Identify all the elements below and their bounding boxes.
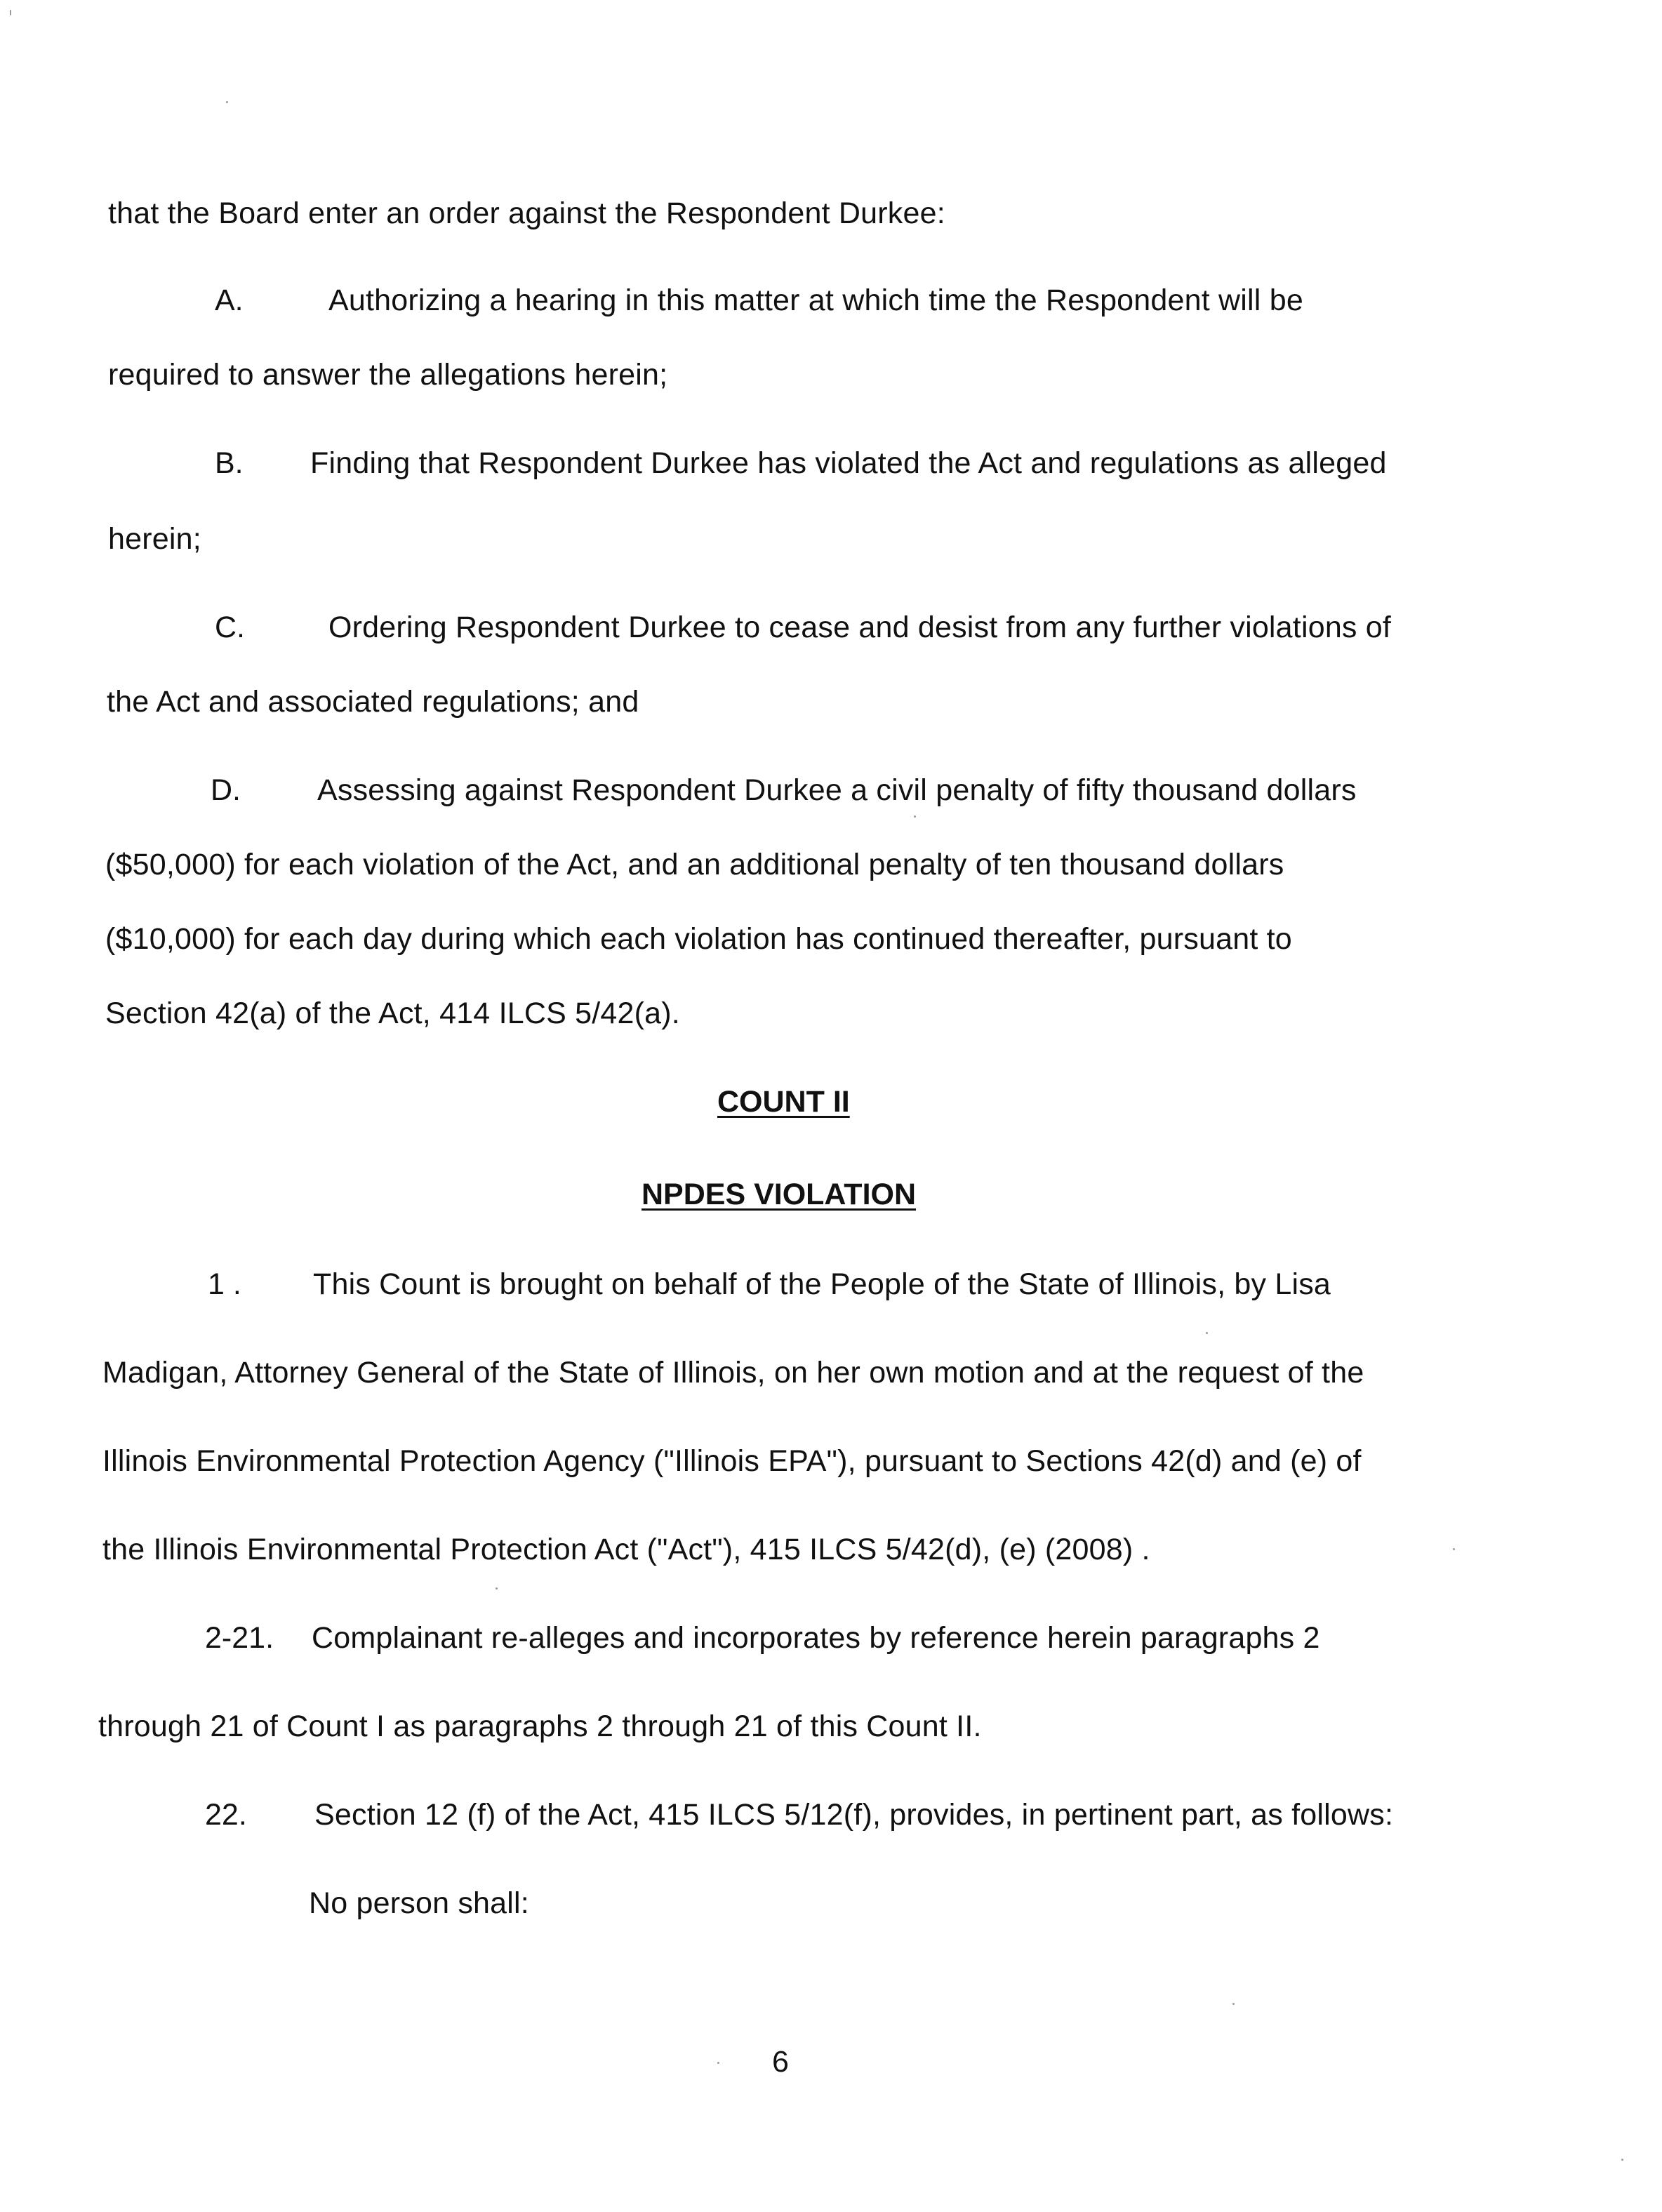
paragraph-1-line4: the Illinois Environmental Protection Act ("Act"), 415 ILCS 5/42(d), (e) (2008) . [102,1533,1150,1566]
item-a-label: A. [215,284,244,317]
paragraph-22-label: 22. [205,1798,247,1832]
paragraph-1-line2: Madigan, Attorney General of the State of Illinois, on her own motion and at the request of the [102,1356,1364,1390]
item-c-label: C. [215,611,245,644]
item-b-line1: Finding that Respondent Durkee has violated the Act and regulations as alleged [310,446,1387,480]
paragraph-1-line1: This Count is brought on behalf of the People of the State of Illinois, by Lisa [313,1267,1331,1301]
item-c-line1: Ordering Respondent Durkee to cease and desist from any further violations of [328,611,1392,644]
scan-speck [10,10,11,15]
paragraph-1-line3: Illinois Environmental Protection Agency ("Illinois EPA"), pursuant to Sections 42(d) and (e) of [102,1444,1362,1478]
scan-speck [1453,1548,1455,1550]
scan-speck [1232,2003,1235,2005]
item-d-line2: ($50,000) for each violation of the Act, and an additional penalty of ten thousand dollars [105,848,1284,881]
paragraph-2-21-line2: through 21 of Count I as paragraphs 2 through 21 of this Count II. [98,1710,982,1743]
item-d-line3: ($10,000) for each day during which each violation has continued thereafter, pursuant to [105,922,1292,956]
paragraph-2-21-label: 2-21. [205,1621,274,1655]
paragraph-22-line1: Section 12 (f) of the Act, 415 ILCS 5/12(f), provides, in pertinent part, as follows: [314,1798,1394,1832]
item-c-line2: the Act and associated regulations; and [107,685,639,719]
scan-speck [1206,1332,1208,1334]
scan-speck [226,101,228,103]
intro-text: that the Board enter an order against the Respondent Durkee: [108,196,945,230]
item-d-line4: Section 42(a) of the Act, 414 ILCS 5/42(a). [105,997,680,1030]
paragraph-1-label: 1 . [208,1267,241,1301]
count-subheading: NPDES VIOLATION [641,1178,917,1211]
item-b-line2: herein; [108,522,201,556]
item-a-line1: Authorizing a hearing in this matter at which time the Respondent will be [328,284,1303,317]
item-d-label: D. [211,773,241,807]
paragraph-22-line2: No person shall: [309,1886,529,1920]
item-b-label: B. [215,446,244,480]
count-heading: COUNT II [717,1085,850,1119]
scan-speck [914,815,916,818]
paragraph-2-21-line1: Complainant re-alleges and incorporates by reference herein paragraphs 2 [312,1621,1320,1655]
page-number: 6 [772,2045,790,2079]
scan-speck [1621,2159,1623,2161]
item-a-line2: required to answer the allegations herein; [108,358,668,392]
scan-speck [717,2062,719,2064]
item-d-line1: Assessing against Respondent Durkee a civil penalty of fifty thousand dollars [317,773,1357,807]
scan-speck [496,1587,498,1590]
